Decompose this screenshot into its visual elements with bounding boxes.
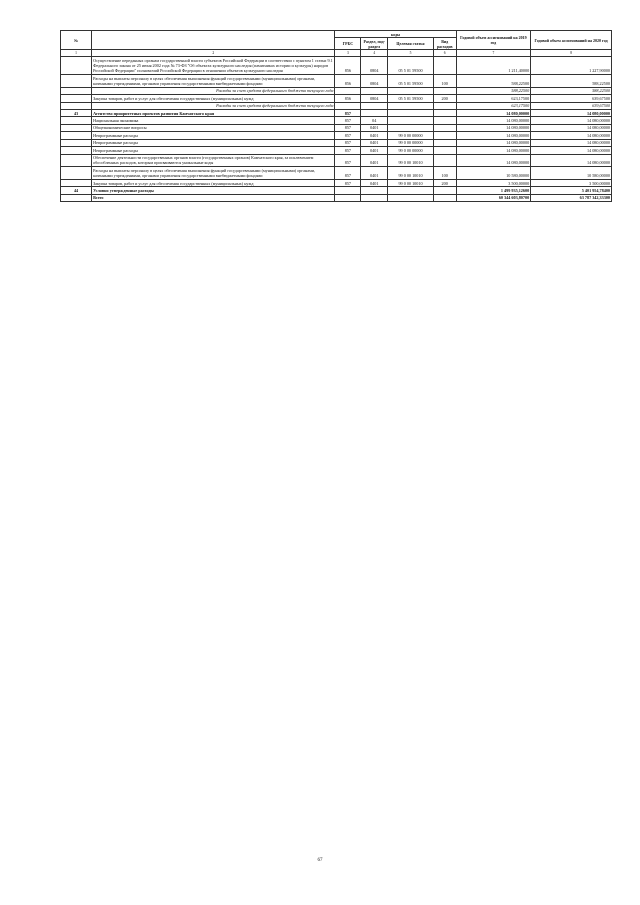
header-codes: коды xyxy=(335,31,456,38)
table-row xyxy=(61,179,612,186)
row-grbs xyxy=(335,87,361,94)
table-row xyxy=(61,95,612,102)
row-number xyxy=(61,74,92,87)
row-expense-type xyxy=(433,139,456,146)
row-number xyxy=(61,139,92,146)
row-grbs: 857 xyxy=(335,147,361,154)
row-expense-type xyxy=(433,132,456,139)
row-section: 0401 xyxy=(361,139,388,146)
row-expense-type: 100 xyxy=(433,74,456,87)
row-name: Агентство приоритетных проектов развития Камчатского края xyxy=(92,109,335,116)
row-name: Расходы на выплаты персоналу в целях обеспечения выполнения функций государственными (муниципальными) органами, казенными учреждениями, органами управления государственными внебюджетными фондами xyxy=(92,167,335,180)
row-expense-type xyxy=(433,147,456,154)
row-expense-type xyxy=(433,87,456,94)
row-target xyxy=(388,87,434,94)
row-grbs: 857 xyxy=(335,154,361,167)
row-target xyxy=(388,109,434,116)
row-target xyxy=(388,117,434,124)
row-volume-2020: 14 080,00000 xyxy=(531,132,612,139)
table-row xyxy=(61,117,612,124)
row-number xyxy=(61,124,92,131)
row-volume-2019: 1 499 935,12600 xyxy=(456,187,531,194)
header-volume-2020: Годовой объем ассигнований на 2020 год xyxy=(531,31,612,50)
row-expense-type: 200 xyxy=(433,95,456,102)
row-grbs: 857 xyxy=(335,179,361,186)
row-grbs: 856 xyxy=(335,57,361,75)
row-volume-2019: 623,17500 xyxy=(456,102,531,109)
row-volume-2020: 63 787 342,33300 xyxy=(531,194,612,201)
row-volume-2020: 588,22500 xyxy=(531,87,612,94)
table-row xyxy=(61,154,612,167)
row-grbs: 857 xyxy=(335,132,361,139)
header-grbs: ГРБС xyxy=(335,38,361,50)
row-target: 99 0 00 00000 xyxy=(388,139,434,146)
row-section: 04 xyxy=(361,117,388,124)
row-volume-2020: 14 080,00000 xyxy=(531,139,612,146)
row-volume-2019: 623,17500 xyxy=(456,95,531,102)
row-number xyxy=(61,57,92,75)
header-name xyxy=(92,31,335,50)
row-number xyxy=(61,95,92,102)
table-row xyxy=(61,194,612,201)
row-name: Расходы за счет средств федерального бюджета текущего года xyxy=(92,102,335,109)
row-grbs xyxy=(335,102,361,109)
header-section: Раздел, под-раздел xyxy=(361,38,388,50)
row-grbs: 857 xyxy=(335,117,361,124)
row-grbs: 857 xyxy=(335,167,361,180)
table-row xyxy=(61,74,612,87)
column-index-row: 1 2 3 4 5 6 7 8 xyxy=(61,50,612,57)
table-row xyxy=(61,124,612,131)
row-expense-type xyxy=(433,124,456,131)
row-grbs xyxy=(335,194,361,201)
row-name: Непрограммные расходы xyxy=(92,147,335,154)
row-volume-2020: 588,22500 xyxy=(531,74,612,87)
row-volume-2019: 60 344 603,80700 xyxy=(456,194,531,201)
header-volume-2019: Годовой объем ассигнований на 2019 год xyxy=(456,31,531,50)
row-section xyxy=(361,194,388,201)
header-number: № xyxy=(61,31,92,50)
row-name: Непрограммные расходы xyxy=(92,139,335,146)
header-target: Целевая статья xyxy=(388,38,434,50)
table-row xyxy=(61,147,612,154)
row-expense-type: 200 xyxy=(433,179,456,186)
row-expense-type xyxy=(433,102,456,109)
row-section: 0401 xyxy=(361,132,388,139)
row-name: Расходы на выплаты персоналу в целях обеспечения выполнения функций государственными (муниципальными) органами, казенными учреждениями, органами управления государственными внебюджетными фондами xyxy=(92,74,335,87)
row-section xyxy=(361,187,388,194)
row-name: Расходы за счет средств федерального бюджета текущего года xyxy=(92,87,335,94)
row-grbs: 857 xyxy=(335,139,361,146)
row-grbs: 856 xyxy=(335,95,361,102)
row-target xyxy=(388,124,434,131)
row-volume-2019: 10 580,00000 xyxy=(456,167,531,180)
row-target xyxy=(388,102,434,109)
row-expense-type xyxy=(433,194,456,201)
row-volume-2020: 5 401 954,78400 xyxy=(531,187,612,194)
page-number: 67 xyxy=(317,858,323,863)
row-name: Непрограммные расходы xyxy=(92,132,335,139)
row-volume-2019: 14 080,00000 xyxy=(456,154,531,167)
row-volume-2020: 14 080,00000 xyxy=(531,147,612,154)
row-volume-2019: 14 080,00000 xyxy=(456,139,531,146)
row-name: Осуществление переданных органам государственной власти субъектов Российской Федерации в соответствии с пунктом 1 статьи 9.1 Федерального закона от 25 июня 2002 года № 73-ФЗ "Об объектах культурного наследия (памятниках истории и культуры) народов Российской Федерации" полномочий Российской Федерации в отношении объектов культурного наследия xyxy=(92,57,335,75)
row-section: 0401 xyxy=(361,167,388,180)
row-section xyxy=(361,109,388,116)
row-section: 0401 xyxy=(361,124,388,131)
table-row xyxy=(61,167,612,180)
row-section: 0401 xyxy=(361,147,388,154)
row-target: 05 5 01 59500 xyxy=(388,57,434,75)
row-expense-type xyxy=(433,154,456,167)
row-name: Закупка товаров, работ и услуг для обеспечения государственных (муниципальных) нужд xyxy=(92,179,335,186)
row-target: 99 0 00 00000 xyxy=(388,132,434,139)
row-name: Всего xyxy=(92,194,335,201)
row-expense-type xyxy=(433,187,456,194)
table-body xyxy=(61,57,612,202)
row-section: 0401 xyxy=(361,154,388,167)
row-target: 99 0 00 00000 xyxy=(388,147,434,154)
row-section xyxy=(361,102,388,109)
row-expense-type xyxy=(433,109,456,116)
row-section xyxy=(361,87,388,94)
table-row xyxy=(61,139,612,146)
row-volume-2020: 14 080,00000 xyxy=(531,124,612,131)
row-volume-2020: 14 080,00000 xyxy=(531,117,612,124)
row-target: 99 0 00 10010 xyxy=(388,179,434,186)
budget-table xyxy=(60,30,612,202)
row-section: 0804 xyxy=(361,74,388,87)
row-name: Закупка товаров, работ и услуг для обеспечения государственных (муниципальных) нужд xyxy=(92,95,335,102)
table-row xyxy=(61,57,612,75)
header-row xyxy=(61,31,612,38)
row-expense-type xyxy=(433,117,456,124)
row-expense-type xyxy=(433,57,456,75)
row-volume-2019: 14 080,00000 xyxy=(456,132,531,139)
row-section: 0804 xyxy=(361,57,388,75)
row-volume-2019: 588,22500 xyxy=(456,87,531,94)
row-grbs xyxy=(335,187,361,194)
row-volume-2019: 14 080,00000 xyxy=(456,124,531,131)
row-target: 05 5 01 59500 xyxy=(388,95,434,102)
row-number xyxy=(61,179,92,186)
row-volume-2019: 14 080,00000 xyxy=(456,147,531,154)
row-target: 99 0 00 10010 xyxy=(388,154,434,167)
row-volume-2020: 639,67500 xyxy=(531,95,612,102)
row-name: Национальная экономика xyxy=(92,117,335,124)
row-volume-2020: 3 500,00000 xyxy=(531,179,612,186)
row-grbs: 857 xyxy=(335,124,361,131)
row-number xyxy=(61,132,92,139)
row-number xyxy=(61,117,92,124)
row-target: 99 0 00 10010 xyxy=(388,167,434,180)
row-volume-2019: 14 080,00000 xyxy=(456,117,531,124)
row-target: 05 5 01 59500 xyxy=(388,74,434,87)
row-target xyxy=(388,187,434,194)
row-name: Условно утвержденные расходы xyxy=(92,187,335,194)
row-volume-2019: 588,22500 xyxy=(456,74,531,87)
row-section: 0804 xyxy=(361,95,388,102)
table-row xyxy=(61,109,612,116)
row-number xyxy=(61,194,92,201)
row-volume-2019: 1 211,40000 xyxy=(456,57,531,75)
row-number xyxy=(61,154,92,167)
row-number xyxy=(61,87,92,94)
row-name: Общеэкономические вопросы xyxy=(92,124,335,131)
row-volume-2020: 14 080,00000 xyxy=(531,154,612,167)
row-number xyxy=(61,167,92,180)
row-volume-2020: 639,67500 xyxy=(531,102,612,109)
row-volume-2020: 14 080,00000 xyxy=(531,109,612,116)
row-grbs: 856 xyxy=(335,74,361,87)
row-number: 43 xyxy=(61,109,92,116)
row-grbs: 857 xyxy=(335,109,361,116)
row-expense-type: 100 xyxy=(433,167,456,180)
row-volume-2019: 14 080,00000 xyxy=(456,109,531,116)
row-target xyxy=(388,194,434,201)
table-row xyxy=(61,187,612,194)
row-volume-2020: 1 227,90000 xyxy=(531,57,612,75)
table-row xyxy=(61,132,612,139)
row-volume-2020: 10 580,00000 xyxy=(531,167,612,180)
row-number xyxy=(61,102,92,109)
table-row xyxy=(61,87,612,94)
row-section: 0401 xyxy=(361,179,388,186)
row-volume-2019: 3 500,00000 xyxy=(456,179,531,186)
row-number xyxy=(61,147,92,154)
row-number: 44 xyxy=(61,187,92,194)
table-row xyxy=(61,102,612,109)
row-name: Обеспечение деятельности государственных органов власти (государственных органов) Камчатского края, за исключением обособленных расходов, которым присваиваются уникальные коды xyxy=(92,154,335,167)
header-expense-type: Вид расходов xyxy=(433,38,456,50)
